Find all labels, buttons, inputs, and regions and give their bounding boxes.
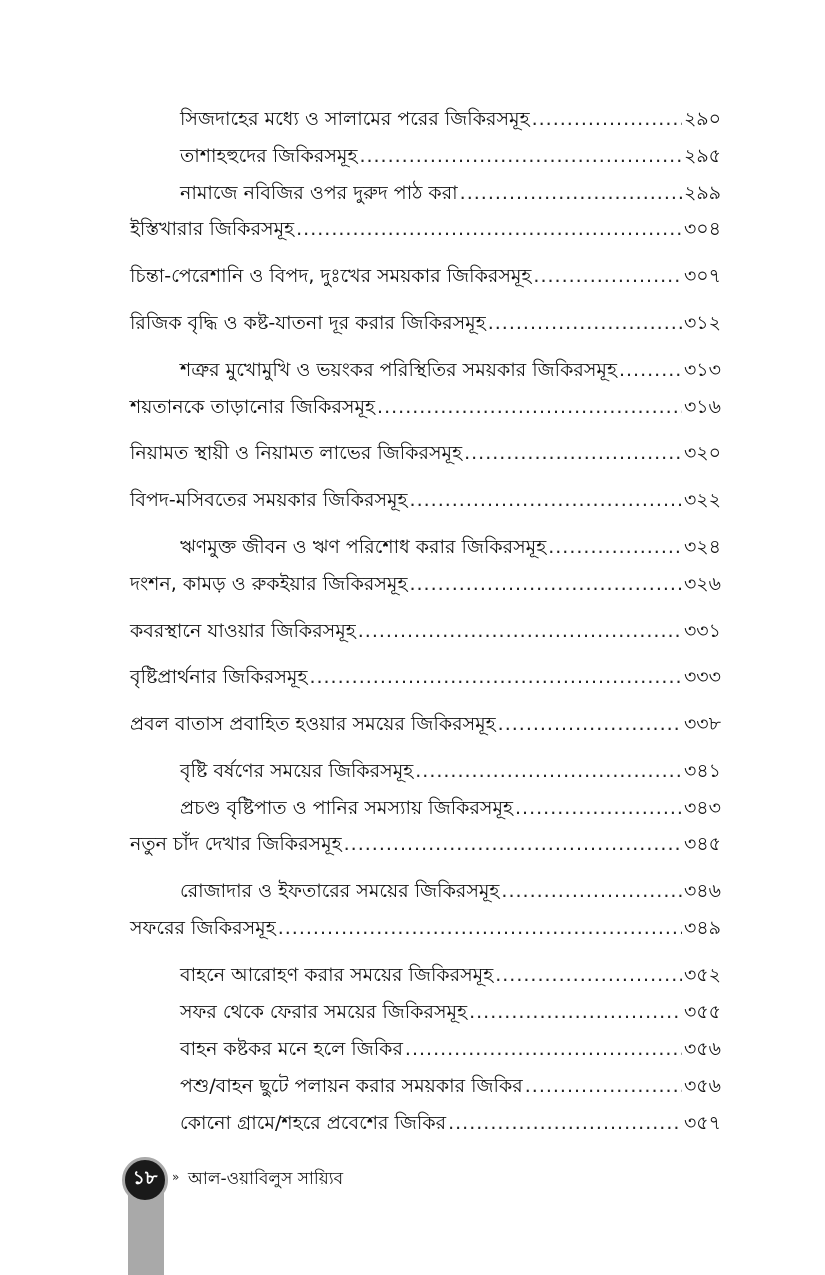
dot-leader [619,357,682,383]
toc-entry-page: ৩১৩ [683,359,721,381]
book-title: আল-ওয়াবিলুস সায়্যিব [188,1169,344,1189]
toc-entry-page: ৩২২ [683,489,721,511]
toc-entry-title: কোনো গ্রামে/শহরে প্রবেশের জিকির [180,1112,447,1134]
toc-entry-title: শয়তানকে তাড়ানোর জিকিরসমূহ [130,396,376,418]
toc-entry [180,357,721,383]
dot-leader [498,711,682,737]
toc-entry-page: ৩৫২ [683,964,721,986]
toc-entry [180,1073,721,1099]
toc-entry [180,758,721,784]
toc-entry-title: সফর থেকে ফেরার সময়ের জিকিরসমূহ [180,1001,468,1023]
toc-entry [180,180,721,206]
toc-entry-page: ৩১২ [683,312,721,334]
dot-leader [448,1110,682,1136]
toc-entry-title: সফরের জিকিরসমূহ [130,917,276,939]
toc-entry [180,795,721,821]
toc-entry-page: ৩০৪ [683,218,721,240]
toc-entry-title: বৃষ্টিপ্রার্থনার জিকিরসমূহ [130,666,308,688]
dot-leader [278,915,682,941]
dot-leader [415,758,682,784]
dot-leader [409,571,681,597]
toc-entry-page: ২৯০ [683,108,721,130]
toc-entry-page: ৩৫৬ [683,1075,721,1097]
dot-leader [464,440,682,466]
dot-leader [309,664,682,690]
dot-leader [344,831,682,857]
toc-entry [180,106,721,132]
dot-leader [296,216,682,242]
toc-entry-title: কবরস্থানে যাওয়ার জিকিরসমূহ [130,620,356,642]
toc-entry-title: বাহন কষ্টকর মনে হলে জিকির [180,1038,403,1060]
toc-entry-page: ৩৩১ [683,620,721,642]
toc-entry-title: পশু/বাহন ছুটে পলায়ন করার সময়কার জিকির [180,1075,523,1097]
dot-leader [533,263,682,289]
toc-entry [180,534,721,560]
toc-entry-title: প্রচণ্ড বৃষ্টিপাত ও পানির সমস্যায় জিকিরসমূহ [180,797,513,819]
toc-entry-title: শত্রুর মুখোমুখি ও ভয়ংকর পরিস্থিতির সময়কার জিকিরসমূহ [180,359,617,381]
dot-leader [488,310,682,336]
toc-entry-page: ৩৪৬ [683,880,721,902]
toc-entry-page: ৩৪১ [683,760,721,782]
toc-entry-title: রিজিক বৃদ্ধি ও কষ্ট-যাতনা দূর করার জিকিরসমূহ [130,312,486,334]
dot-leader [469,999,682,1025]
dot-leader [548,534,682,560]
dot-leader [532,106,682,132]
toc-entry-title: নামাজে নবিজির ওপর দুরুদ পাঠ করা [180,182,458,204]
dot-leader [515,795,682,821]
toc-entry [130,618,721,644]
toc-entry-title: চিন্তা-পেরেশানি ও বিপদ, দুঃখের সময়কার জিকিরসমূহ [130,265,532,287]
toc-entry-page: ৩৫৬ [683,1038,721,1060]
toc-entry [130,915,721,941]
toc-entry-title: ঋণমুক্ত জীবন ও ঋণ পরিশোধ করার জিকিরসমূহ [180,536,547,558]
toc-entry [130,831,721,857]
dot-leader [495,962,682,988]
toc-entry [180,962,721,988]
toc-entry-title: প্রবল বাতাস প্রবাহিত হওয়ার সময়ের জিকিরসমূহ [130,713,496,735]
page-number-badge [122,1157,168,1203]
toc-entry [180,878,721,904]
toc-entry-page: ৩৪৩ [683,797,721,819]
dot-leader [359,143,682,169]
toc-entry-title: দংশন, কামড় ও রুকইয়ার জিকিরসমূহ [130,573,408,595]
dot-leader [405,1036,682,1062]
toc-entry-title: সিজদাহের মধ্যে ও সালামের পরের জিকিরসমূহ [180,108,530,130]
toc-entry-page: ৩২৪ [683,536,721,558]
dot-leader [525,1073,682,1099]
toc-entry-page: ৩৪৯ [683,917,721,939]
toc-entry-page: ২৯৫ [683,145,721,167]
dot-leader [460,180,682,206]
toc-entry [130,571,721,597]
toc-entry-title: নতুন চাঁদ দেখার জিকিরসমূহ [130,833,342,855]
toc-entry [130,440,721,466]
toc-entry [180,1110,721,1136]
dot-leader [377,394,682,420]
dot-leader [410,487,682,513]
toc-entry [130,310,721,336]
toc-entry-page: ৩৩৩ [683,666,721,688]
toc-entry-title: নিয়ামত স্থায়ী ও নিয়ামত লাভের জিকিরসমূহ [130,442,463,464]
toc-entry [130,394,721,420]
double-arrow-icon: » [172,1170,180,1184]
toc-entry-page: ৩৩৮ [683,713,721,735]
toc-entry [130,664,721,690]
toc-entry-title: তাশাহহুদের জিকিরসমূহ [180,145,358,167]
dot-leader [501,878,682,904]
toc-entry [130,487,721,513]
toc-entry-page: ৩৪৫ [683,833,721,855]
toc-entry-title: বাহনে আরোহণ করার সময়ের জিকিরসমূহ [180,964,494,986]
toc-entry [180,999,721,1025]
page-number: ১৮ [132,1167,158,1189]
dot-leader [358,618,682,644]
toc-entry-page: ৩১৬ [683,396,721,418]
toc-entry-title: রোজাদার ও ইফতারের সময়ের জিকিরসমূহ [180,880,500,902]
toc-entry [130,216,721,242]
toc-entry [130,711,721,737]
toc-entry-title: বৃষ্টি বর্ষণের সময়ের জিকিরসমূহ [180,760,414,782]
toc-entry-title: বিপদ-মসিবতের সময়কার জিকিরসমূহ [130,489,408,511]
toc-entry [180,1036,721,1062]
toc-entry-page: ৩৫৫ [683,1001,721,1023]
toc-entry-page: ২৯৯ [683,182,721,204]
toc-entry-page: ৩২০ [683,442,721,464]
toc-entry-title: ইস্তিখারার জিকিরসমূহ [130,218,295,240]
toc-entry-page: ৩৫৭ [683,1112,721,1134]
toc-entry [180,143,721,169]
toc-entry [130,263,721,289]
toc-entry-page: ৩০৭ [683,265,721,287]
toc-entry-page: ৩২৬ [683,573,721,595]
